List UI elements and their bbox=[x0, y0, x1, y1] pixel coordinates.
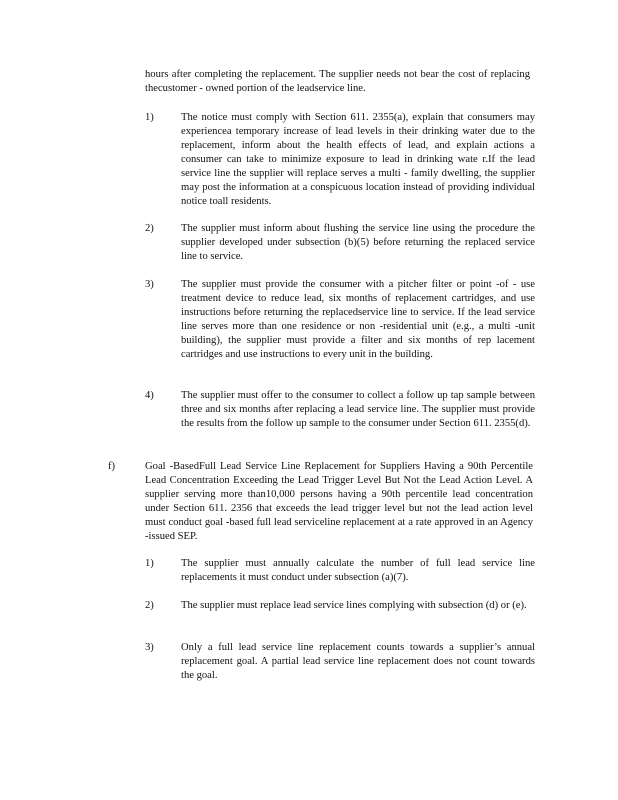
list-item: The supplier must replace lead service lines complying with subsection (d) or (e). bbox=[181, 600, 527, 611]
intro-paragraph: hours after completing the replacement. The supplier needs not bear the cost of replacing thecustomer - owned portion of the leadservice line. bbox=[145, 69, 533, 94]
item-number: 1) bbox=[145, 558, 154, 569]
list-item: The supplier must provide the consumer with a pitcher filter or point -of - use treatment device to reduce lead, six months of replacement cartridges, and use instructions before returning the replacedservice line to service. If the lead service line serves more than one residence or non -residential unit (e.g., a multi -unit building), the supplier must provide a filter and six months of rep lacement cartridges and use instructions to every unit in the building. bbox=[181, 279, 535, 360]
item-number: 4) bbox=[145, 390, 154, 401]
list-item: The supplier must offer to the consumer to collect a follow up tap sample between three and six months after replacing a lead service line. The supplier must provide the results from the follow up sample to the consumer under Section 611. 2355(d). bbox=[181, 390, 535, 429]
list-item: The notice must comply with Section 611. 2355(a), explain that consumers may experiencea temporary increase of lead levels in their drinking water due to the replacement, inform about the health effects of lead, and explain actions a consumer can take to minimize exposure to lead in drinking wate r.If the lead service line the supplier will replace serves a multi - family dwelling, the supplier may post the information at a conspicuous location instead of providing individual notice toall residents. bbox=[181, 112, 535, 207]
item-number: 2) bbox=[145, 600, 154, 611]
item-number: 3) bbox=[145, 279, 154, 290]
item-number: 3) bbox=[145, 642, 154, 653]
list-item: Only a full lead service line replacement counts towards a supplier’s annual replacement goal. A partial lead service line replacement does not count towards the goal. bbox=[181, 642, 535, 681]
section-letter: f) bbox=[108, 461, 116, 472]
list-item: The supplier must annually calculate the number of full lead service line replacements it must conduct under subsection (a)(7). bbox=[181, 558, 535, 583]
section-f-paragraph: Goal -BasedFull Lead Service Line Replacement for Suppliers Having a 90th Percentile Lead Concentration Exceeding the Lead Trigger Level But Not the Lead Action Level. A supplier serving more than10,000 persons having a 90th percentile lead concentration under Section 611. 2356 that exceeds the lead trigger level but not the lead action level must conduct goal -based full lead serviceline replacement at a rate approved in an Agency -issued SEP. bbox=[145, 461, 536, 542]
item-number: 1) bbox=[145, 112, 154, 123]
item-number: 2) bbox=[145, 223, 154, 234]
list-item: The supplier must inform about flushing the service line using the procedure the supplier developed under subsection (b)(5) before returning the replaced service line to service. bbox=[181, 223, 535, 262]
